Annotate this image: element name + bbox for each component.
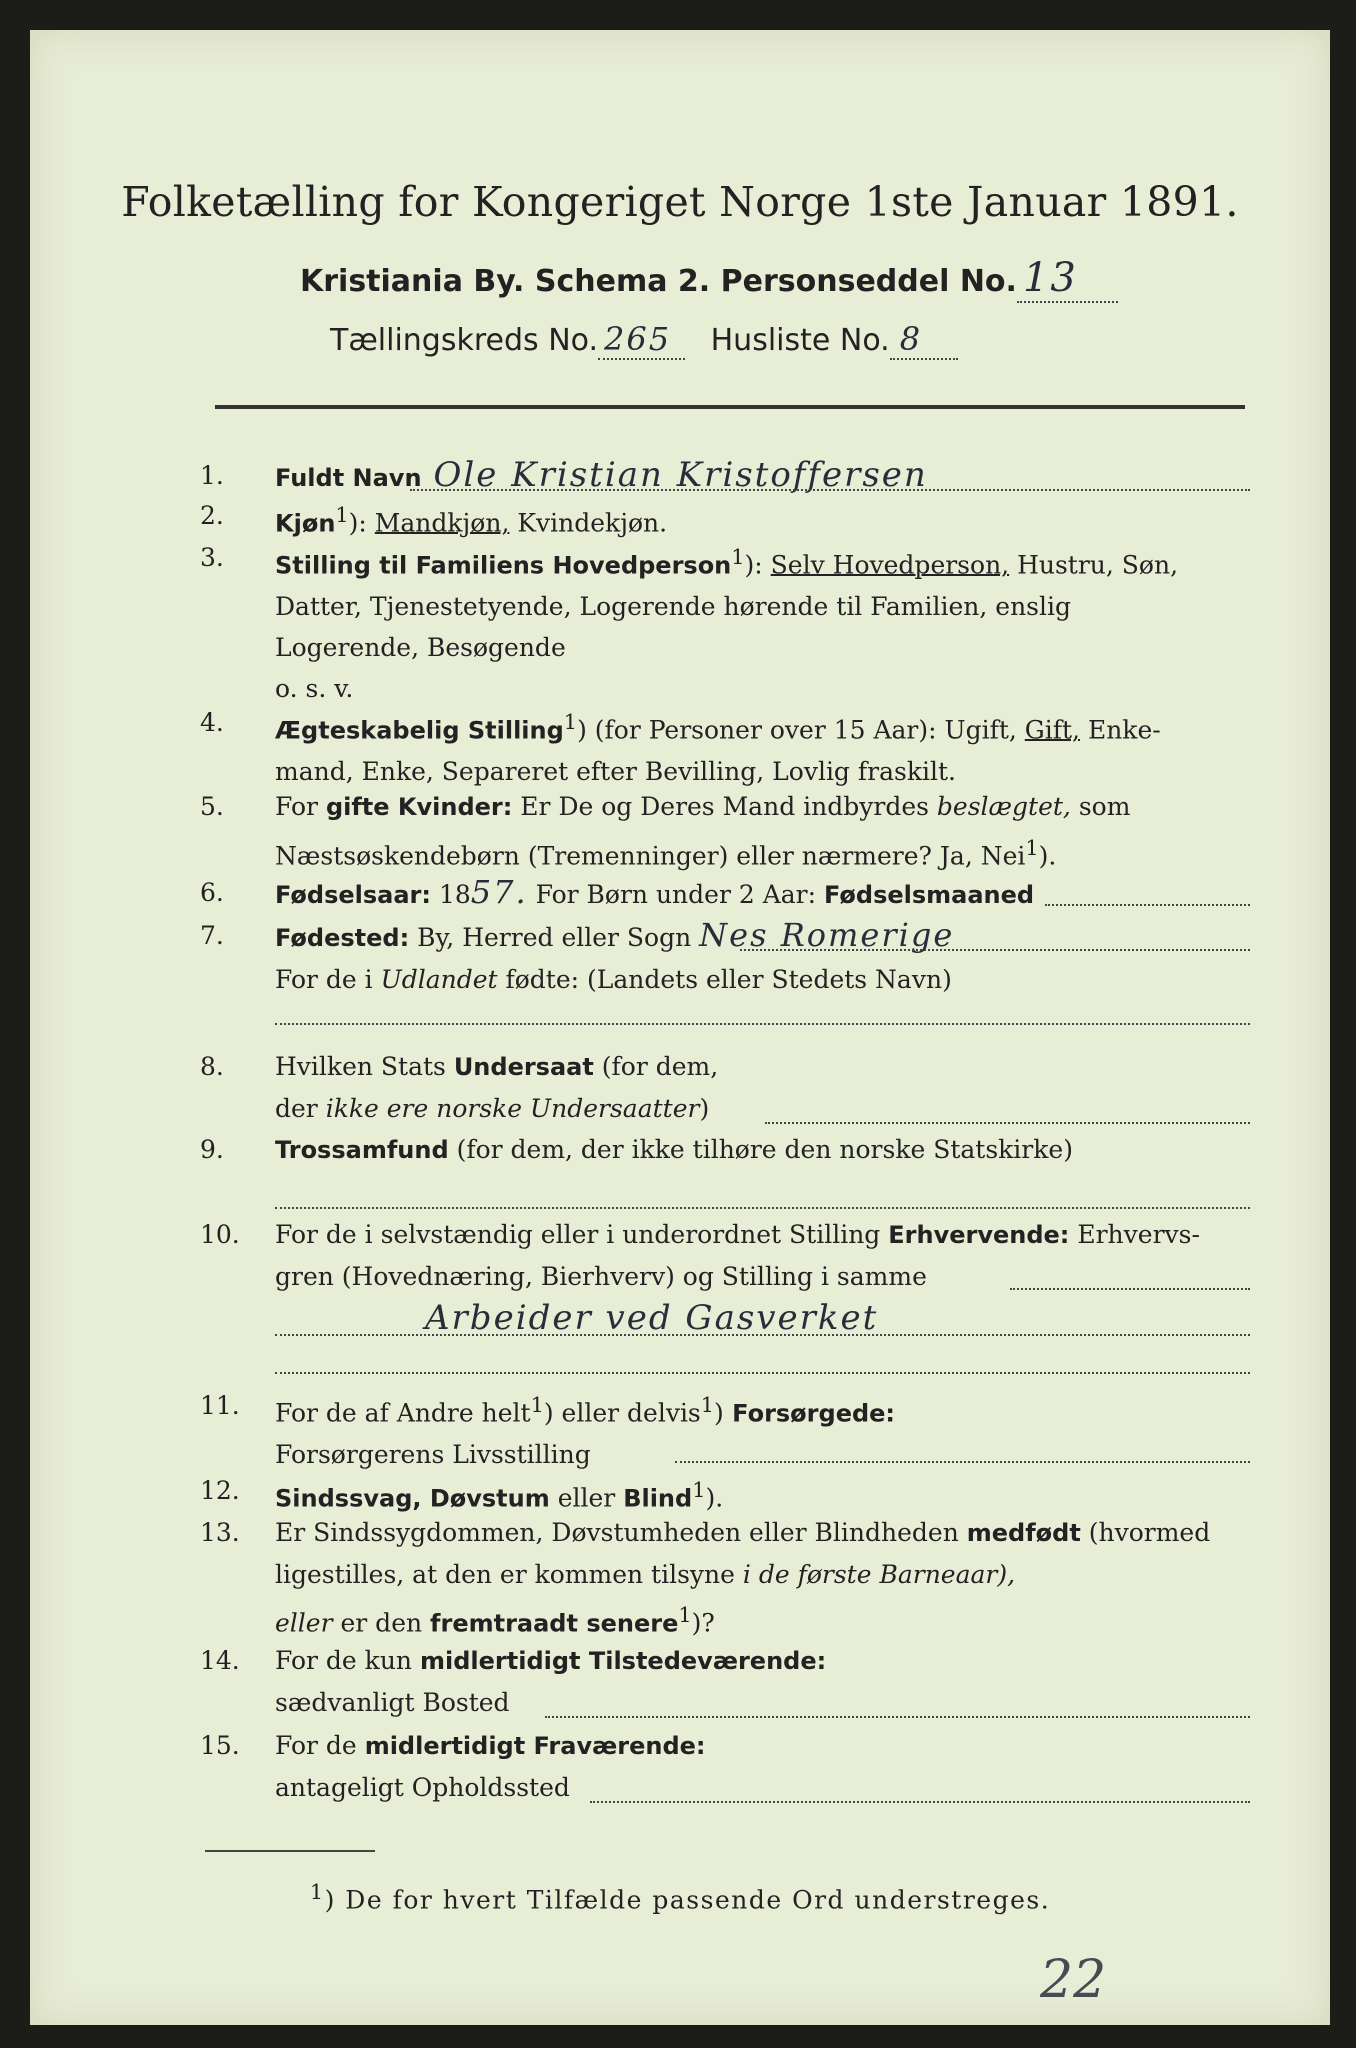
answer-line [410,489,1250,491]
item-text-line2: antageligt Opholdssted [275,1773,570,1802]
item-text: (for dem, der ikke tilhøre den norske Statskirke) [448,1135,1073,1164]
item-label: Stilling til Familiens Hovedperson [275,551,732,580]
item-text-line2: Forsørgerens Livsstilling [275,1440,591,1470]
item-number: 5. [200,792,224,821]
item-label: Blind [623,1484,693,1513]
item-birthplace [200,915,1250,1025]
footnote-mark: 1 [335,503,349,527]
form-title: Folketælling for Kongeriget Norge 1ste Januar 1891. [121,178,1239,226]
item-text: ligestilles, at den er kommen tilsyne [275,1560,743,1589]
husliste-number: 8 [890,320,958,360]
item-text: ) [699,1094,710,1123]
item-label: medfødt [966,1519,1081,1547]
item-text: (hvormed [1080,1518,1211,1547]
position-options-line2: Datter, Tjenestetyende, Logerende hørende til Familien, enslig [275,592,1072,622]
item-full-name [200,455,1250,500]
item-text-italic: i de første Barneaar), [742,1560,1016,1589]
item-dependents: 11. For de af Andre helt$^1$) eller delvis$^1$) Forsørgede: Forsørgerens Livsstilling [200,1385,1250,1467]
page-number: 22 [1040,1950,1107,2010]
item-label: Sindssvag, Døvstum [275,1484,550,1513]
item-number: 8. [200,1052,224,1081]
footnote-text: ) De for hvert Tilfælde passende Ord understreges. [324,1885,1051,1915]
answer-line [275,1372,1250,1374]
item-number: 10. [200,1220,240,1249]
item-text: som [1070,792,1131,821]
header-rule [215,405,1245,409]
answer-line [275,1334,1250,1336]
sex-selected: Mandkjøn, [374,508,510,538]
item-text: fødte: (Landets eller Stedets Navn) [497,965,952,994]
year-prefix: 18 [431,880,471,909]
footnote-mark: 1 [731,545,745,569]
item-text: (for dem, [593,1052,719,1081]
item-text-italic: beslægtet, [936,792,1071,821]
item-text-italic: ikke ere norske Undersaatter [325,1094,700,1123]
form-subtitle [300,255,1118,303]
item-number: 3. [200,543,224,572]
item-number: 4. [200,708,224,737]
item-text: Er De og Deres Mand indbyrdes [512,792,937,821]
item-text: For de af Andre helt [275,1398,531,1428]
item-label: gifte Kvinder: [325,793,513,821]
item-number: 1. [200,461,224,490]
item-text-line2: Næstsøskendebørn (Tremenninger) eller nærmere? Ja, Nei [275,841,1026,871]
item-label: Undersaat [453,1053,594,1081]
item-text: For de kun [275,1646,420,1675]
form-kreds-line [330,320,958,360]
item-label: midlertidigt Fraværende: [364,1732,706,1760]
item-text: For de [275,1731,365,1760]
marital-options-end: Enke- [1080,715,1161,745]
item-text: der [275,1094,326,1123]
item-religion [200,1129,1250,1219]
item-text: Hvilken Stats [275,1052,454,1081]
answer-line [740,949,1250,951]
item-number: 11. [200,1391,240,1420]
item-number: 2. [200,501,224,530]
item-text: For [275,792,326,821]
item-text-italic: eller [275,1608,333,1638]
item-text: )? [691,1608,715,1638]
footnote-mark: 1 [563,710,578,734]
item-text-italic: Udlandet [380,965,498,994]
item-text-line2: sædvanligt Bosted [275,1688,510,1717]
marital-options-line2: mand, Enke, Separeret efter Bevilling, Lovlig fraskilt. [275,757,956,787]
sex-other: Kvindekjøn. [509,508,668,538]
item-text-line2: gren (Hovednæring, Bierhverv) og Stilling i samme [275,1262,927,1291]
item-number: 12. [200,1476,240,1505]
footnote-mark: 1 [692,1478,706,1502]
item-text: For Børn under 2 Aar: [527,880,824,909]
census-form-sheet: Folketælling for Kongeriget Norge 1ste Januar 1891. Kristiania By. Schema 2. Personseddel No. 13 Tællingskreds No. 265 Husliste No. 8 1. Fuldt Navn Ole Kristian Kristoffersen 2. Kjøn$^1$): Mandkjøn, Kvindekjøn. 3. Stilling til Familiens Hovedperson$^1$): Selv Hovedperson, Hustru, Søn, Datter, Tjenestetyende, Logerende hørende til Familien, enslig Logerende, Besøgende o. s. v. 4. Ægteskabelig Stilling$^1$) (for Personer over 15 Aar): Ugift, Gift, Enke- mand, Enke, Separeret efter Bevilling, Lovlig fraskilt. 5. For gifte Kvinder: Er De og Deres Mand indbyrdes beslægtet, som Næstsøskendebørn (Tremenninger) eller nærmere? Ja, Nei$^1$). 6. Fødselsaar: 1857. For Børn under 2 Aar: Fødselsmaaned 7. Fødested: By, Herred eller Sogn Nes Romerige For de i Udlandet fødte: (Landets eller Stedets Navn) 8. Hvilken Stats Undersaat (for dem, der ikke ere norske Undersaatter) 9. Trossamfund (for dem, der ikke tilhøre den norske Statskirke) 10. For de i selvstændig eller i underordnet Stilling Erhvervende: Erhvervs- gren (Hovednæring, Bierhverv) og Stilling i samme Arbeider ved Gasverket 11. For de af Andre helt$^1$) eller delvis$^1$) Forsørgede: Forsørgerens Livsstilling 12. Sindssvag, Døvstum eller Blind$^1$). 13. Er Sindssygdommen, Døvstumheden eller Blindheden medfødt (hvormed ligestilles, at den er kommen tilsyne i de første Barneaar), eller er den fremtraadt senere$^1$)? 14. For de kun midlertidigt Tilstedeværende: sædvanligt Bosted 15. For de midlertidigt Fraværende: antageligt Opholdssted $^1$) De for hvert Tilfælde passende Ord understreges. 22 [30,30,1330,2025]
item-nationality [200,1046,1250,1128]
item-text: By, Herred eller Sogn [409,923,700,952]
item-label: Ægteskabelig Stilling [275,716,564,745]
item-text: ) eller delvis [543,1398,701,1428]
answer-line [275,1023,1250,1025]
kreds-number: 265 [598,320,685,360]
item-temporary-present [200,1640,1250,1722]
item-text: Erhvervs- [1069,1220,1200,1249]
item-text: eller [549,1483,624,1513]
answer-line [590,1801,1250,1803]
item-label: fremtraadt senere [430,1609,679,1638]
answer-line [1045,904,1250,906]
footnote [30,1880,1330,1914]
kreds-label: Tællingskreds No. [330,323,598,358]
birthplace-value: Nes Romerige [699,916,955,954]
item-text: For de i [275,965,381,994]
item-label: Trossamfund [275,1136,449,1164]
item-label: Forsørgede: [723,1399,896,1428]
occupation-value: Arbeider ved Gasverket [425,1298,879,1338]
item-text: er den [332,1608,431,1638]
item-occupation [200,1214,1250,1374]
footnote-mark: 1 [700,1393,715,1417]
answer-line [545,1716,1250,1718]
position-options: Hustru, Søn, [1009,550,1179,580]
item-text: Er Sindssygdommen, Døvstumheden eller Blindheden [275,1518,967,1547]
item-number: 6. [200,878,224,907]
item-label: Fødested: [275,924,410,952]
husliste-label: Husliste No. [710,323,890,358]
personseddel-number: 13 [1017,255,1118,303]
footnote-rule [205,1850,375,1852]
item-label: Erhvervende: [888,1221,1070,1249]
item-number: 14. [200,1646,240,1675]
item-number: 7. [200,921,224,950]
item-label: Fuldt Navn [275,464,422,492]
answer-line [1010,1288,1250,1290]
position-options-line4: o. s. v. [275,674,354,704]
item-label: midlertidigt Tilstedeværende: [419,1647,827,1675]
item-label: Fødselsmaaned [823,881,1035,909]
position-selected: Selv Hovedperson, [770,550,1010,580]
footnote-mark: 1 [1025,836,1039,860]
item-temporary-absent [200,1725,1250,1807]
item-text: ). [1038,841,1057,871]
footnote-mark: 1 [678,1603,692,1627]
item-number: 13. [200,1518,240,1547]
answer-line [765,1122,1250,1124]
position-options-line3: Logerende, Besøgende [275,633,566,663]
item-number: 15. [200,1731,240,1760]
item-birth-year [200,872,1250,917]
item-label: Kjøn [275,509,336,538]
subtitle-text: Kristiania By. Schema 2. Personseddel No. [300,264,1017,299]
marital-selected: Gift, [1024,715,1080,745]
item-text: For de i selvstændig eller i underordnet Stilling [275,1220,889,1249]
full-name-value: Ole Kristian Kristoffersen [433,455,928,495]
birth-year-value: 57. [470,873,528,911]
marital-options: (for Personer over 15 Aar): Ugift, [586,715,1025,745]
answer-line [275,1207,1250,1209]
footnote-mark: 1 [309,1880,325,1904]
item-label: Fødselsaar: [275,881,431,909]
footnote-mark: 1 [530,1393,544,1417]
answer-line [675,1461,1250,1463]
item-number: 9. [200,1135,224,1164]
item-text: ). [705,1483,724,1513]
